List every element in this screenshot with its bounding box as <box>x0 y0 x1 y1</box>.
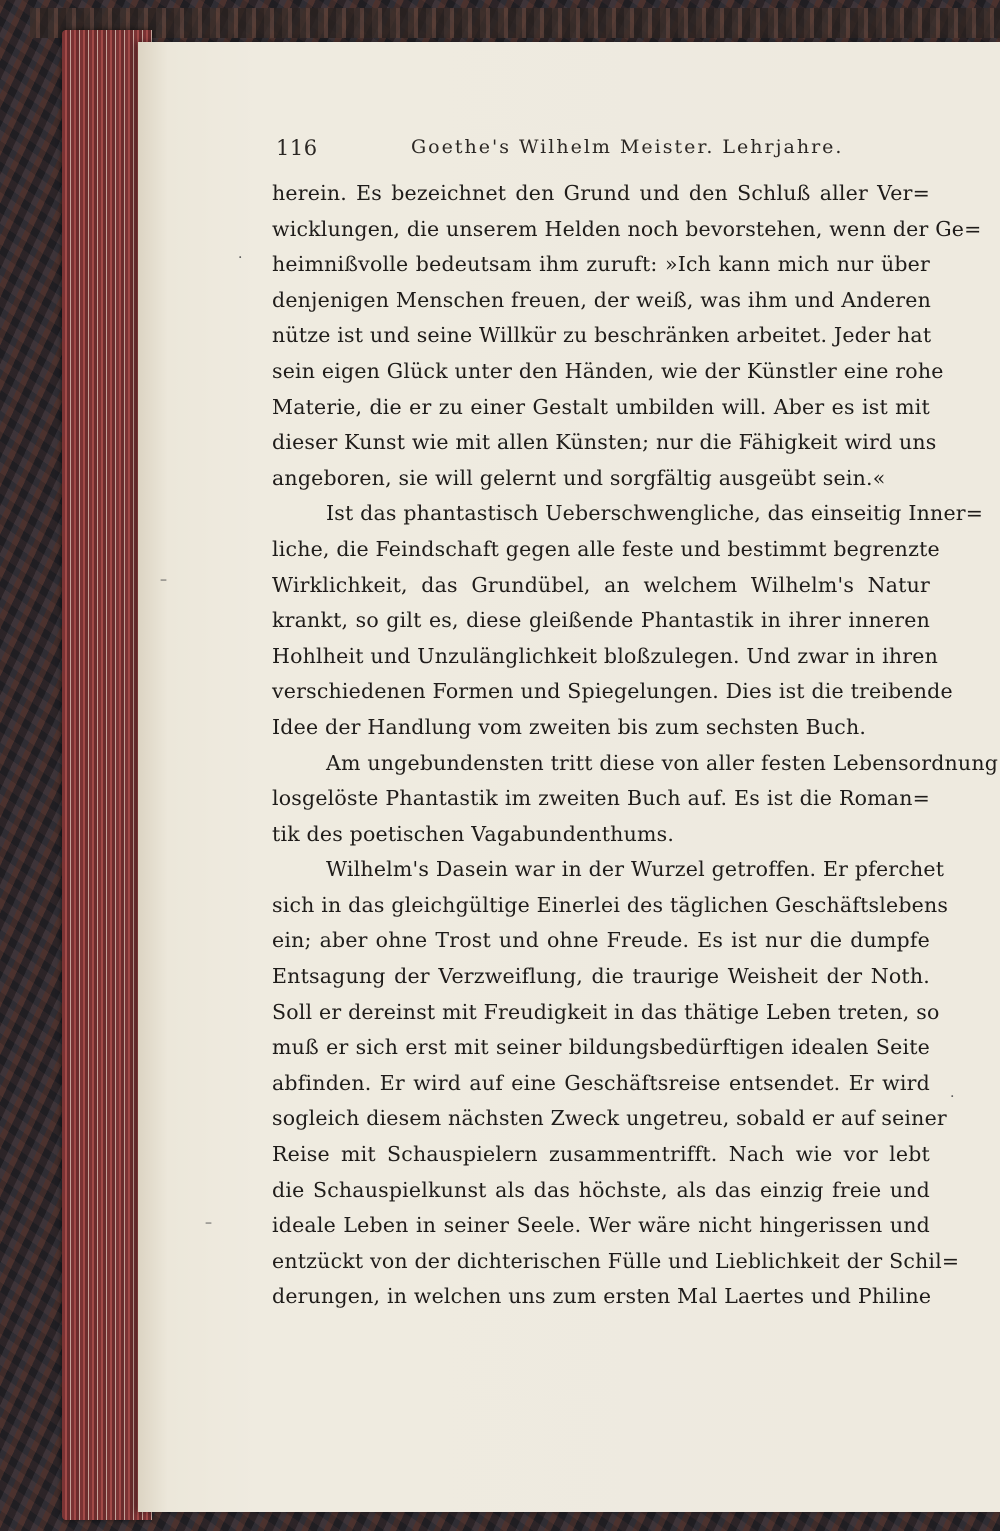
text-line: ein; aber ohne Trost und ohne Freude. Es ist nur die dumpfe <box>272 928 930 953</box>
page-header <box>276 136 936 166</box>
text-line: denjenigen Menschen freuen, der weiß, was ihm und Anderen <box>272 287 932 312</box>
text-line: tik des poetischen Vagabundenthums. <box>272 821 675 846</box>
text-line: die Schauspielkunst als das höchste, als das einzig freie und <box>272 1177 930 1202</box>
text-line: liche, die Feindschaft gegen alle feste und bestimmt begrenzte <box>272 536 940 561</box>
text-line: Wilhelm's Dasein war in der Wurzel getroffen. Er pferchet <box>326 857 945 882</box>
text-line: angeboren, sie will gelernt und sorgfältig ausgeübt sein.« <box>272 465 886 490</box>
text-line: Am ungebundensten tritt diese von aller festen Lebensordnung <box>326 750 999 775</box>
body-text <box>272 176 999 1315</box>
text-line: heimnißvolle bedeutsam ihm zuruft: »Ich kann mich nur über <box>272 252 930 277</box>
text-line: entzückt von der dichterischen Fülle und Lieblichkeit der Schil= <box>272 1248 960 1273</box>
text-line: muß er sich erst mit seiner bildungsbedürftigen idealen Seite <box>272 1035 930 1060</box>
text-line: abfinden. Er wird auf eine Geschäftsreise entsendet. Er wird <box>272 1070 930 1095</box>
text-line: Soll er dereinst mit Freudigkeit in das thätige Leben treten, so <box>272 999 940 1024</box>
text-line: Reise mit Schauspielern zusammentrifft. Nach wie vor lebt <box>272 1142 930 1167</box>
margin-mark: – <box>160 572 167 588</box>
text-line: krankt, so gilt es, diese gleißende Phantastik in ihrer inneren <box>272 608 930 633</box>
text-line: sich in das gleichgültige Einerlei des täglichen Geschäftslebens <box>272 892 949 917</box>
margin-mark: – <box>205 1215 212 1231</box>
text-line: Materie, die er zu einer Gestalt umbilden will. Aber es ist mit <box>272 394 930 419</box>
margin-mark: . <box>950 1085 955 1101</box>
text-line: ideale Leben in seiner Seele. Wer wäre nicht hingerissen und <box>272 1213 930 1238</box>
text-line: wicklungen, die unserem Helden noch bevorstehen, wenn der Ge= <box>272 216 982 241</box>
text-line: derungen, in welchen uns zum ersten Mal Laertes und Philine <box>272 1284 932 1309</box>
marbled-endpaper <box>30 8 1000 38</box>
text-line: sein eigen Glück unter den Händen, wie der Künstler eine rohe <box>272 358 944 383</box>
text-line: verschiedenen Formen und Spiegelungen. Dies ist die treibende <box>272 679 953 704</box>
text-line: Wirklichkeit, das Grundübel, an welchem Wilhelm's Natur <box>272 572 930 597</box>
margin-mark: · <box>238 250 243 266</box>
text-line: Idee der Handlung vom zweiten bis zum sechsten Buch. <box>272 714 867 739</box>
text-line: losgelöste Phantastik im zweiten Buch auf. Es ist die Roman= <box>272 786 930 811</box>
page-number: 116 <box>276 136 318 160</box>
running-head: Goethe's Wilhelm Meister. Lehrjahre. <box>411 136 844 158</box>
text-line: Hohlheit und Unzulänglichkeit bloßzulegen. Und zwar in ihren <box>272 643 938 668</box>
text-line: sogleich diesem nächsten Zweck ungetreu, sobald er auf seiner <box>272 1106 947 1131</box>
text-line: Entsagung der Verzweiflung, die traurige Weisheit der Noth. <box>272 964 930 989</box>
text-line: nütze ist und seine Willkür zu beschränken arbeitet. Jeder hat <box>272 323 932 348</box>
text-line: herein. Es bezeichnet den Grund und den Schluß aller Ver= <box>272 181 930 205</box>
text-line: dieser Kunst wie mit allen Künsten; nur die Fähigkeit wird uns <box>272 430 937 455</box>
text-line: Ist das phantastisch Ueberschwengliche, das einseitig Inner= <box>326 501 984 526</box>
